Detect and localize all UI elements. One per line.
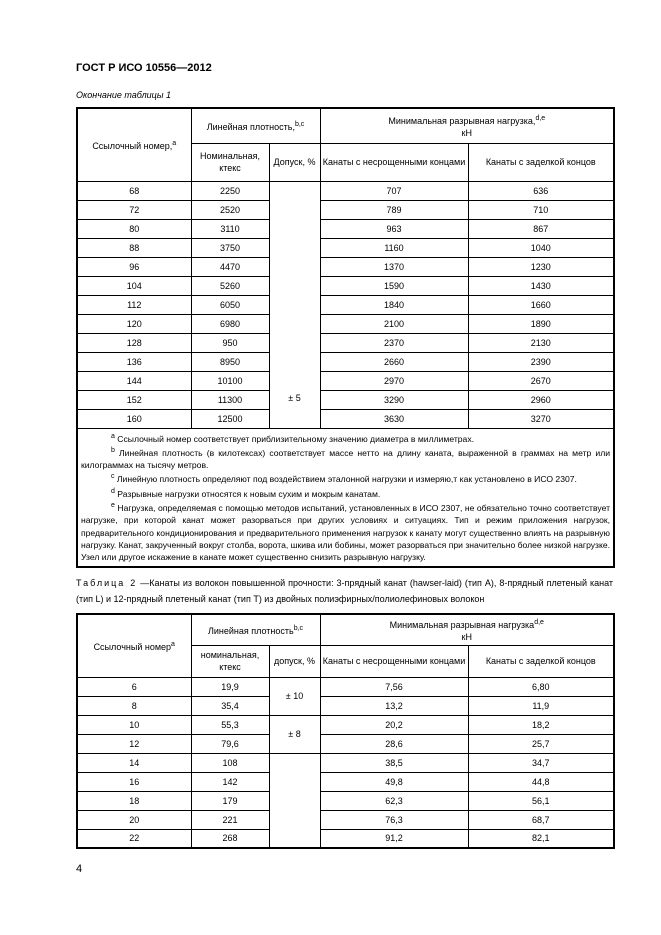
cell-spliced: 2390	[468, 352, 614, 371]
cell-spliced: 6,80	[468, 677, 614, 696]
cell-ref-number: 16	[77, 772, 191, 791]
table-row	[77, 772, 614, 791]
cell-spliced: 25,7	[468, 734, 614, 753]
cell-ref-number: 68	[77, 181, 191, 200]
header-min-load: Минимальная разрывная нагрузка,$^{d,e}$ кН	[320, 108, 614, 143]
table-2-caption: Таблица 2 —Канаты из волокон повышенной прочности: 3-прядный канат (hawser-laid) (тип A), 8-прядный плетеный канат (тип L) и 12-прядный плетеный канат (тип T) из двойных полиэфирных/полиолефиновых волокон	[76, 578, 613, 604]
cell-nominal: 221	[191, 810, 269, 829]
cell-nominal: 2520	[191, 200, 269, 219]
footnote-mark: a	[111, 432, 115, 440]
footnote-mark: c	[111, 473, 115, 481]
table-row	[77, 715, 614, 734]
cell-unspliced: 49,8	[320, 772, 468, 791]
table-continuation-label: Окончание таблицы 1	[76, 90, 171, 100]
footnote	[81, 471, 610, 485]
cell-nominal: 79,6	[191, 734, 269, 753]
table-row	[77, 314, 614, 333]
cell-ref-number: 144	[77, 371, 191, 390]
cell-unspliced: 2660	[320, 352, 468, 371]
cell-unspliced: 1160	[320, 238, 468, 257]
cell-spliced: 636	[468, 181, 614, 200]
table-row	[77, 276, 614, 295]
cell-ref-number: 20	[77, 810, 191, 829]
table-row	[77, 371, 614, 390]
cell-ref-number: 18	[77, 791, 191, 810]
cell-spliced: 34,7	[468, 753, 614, 772]
footnote-mark: d	[111, 487, 115, 495]
cell-nominal: 2250	[191, 181, 269, 200]
cell-spliced: 2670	[468, 371, 614, 390]
cell-ref-number: 128	[77, 333, 191, 352]
footnote	[81, 445, 610, 472]
cell-unspliced: 1590	[320, 276, 468, 295]
cell-unspliced: 28,6	[320, 734, 468, 753]
cell-spliced: 1230	[468, 257, 614, 276]
cell-tolerance	[269, 181, 320, 428]
cell-nominal: 142	[191, 772, 269, 791]
footnote-text: Ссылочный номер соответствует приблизительному значению диаметра в миллиметрах.	[117, 433, 475, 444]
tolerance-value: ± 10	[285, 691, 304, 701]
header-ref-number: Ссылочный номер,$^a$	[77, 108, 191, 181]
header-unspliced: Канаты с несрощенными концами	[320, 645, 468, 677]
cell-spliced: 68,7	[468, 810, 614, 829]
cell-spliced: 1660	[468, 295, 614, 314]
cell-ref-number: 22	[77, 829, 191, 848]
cell-spliced: 867	[468, 219, 614, 238]
cell-ref-number: 104	[77, 276, 191, 295]
table-row	[77, 696, 614, 715]
cell-unspliced: 13,2	[320, 696, 468, 715]
cell-spliced: 82,1	[468, 829, 614, 848]
cell-nominal: 179	[191, 791, 269, 810]
cell-ref-number: 112	[77, 295, 191, 314]
cell-unspliced: 3630	[320, 409, 468, 428]
cell-unspliced: 62,3	[320, 791, 468, 810]
cell-nominal: 8950	[191, 352, 269, 371]
cell-ref-number: 136	[77, 352, 191, 371]
cell-spliced: 2960	[468, 390, 614, 409]
cell-unspliced: 2370	[320, 333, 468, 352]
footnote-text: Линейная плотность (в килотексах) соответствует массе нетто на длину каната, выраженной в граммах на метр или килограммах на тысячу метров.	[81, 447, 611, 471]
cell-unspliced: 963	[320, 219, 468, 238]
table-row	[77, 295, 614, 314]
cell-ref-number: 96	[77, 257, 191, 276]
footnotes	[77, 428, 614, 567]
header-tolerance: допуск, %	[269, 645, 320, 677]
header-linear-density: Линейная плотность$^{b,c}$	[191, 614, 320, 645]
cell-ref-number: 152	[77, 390, 191, 409]
cell-spliced: 56,1	[468, 791, 614, 810]
cell-spliced: 1430	[468, 276, 614, 295]
cell-spliced: 710	[468, 200, 614, 219]
cell-ref-number: 88	[77, 238, 191, 257]
cell-tolerance	[269, 677, 320, 715]
table-row	[77, 677, 614, 696]
cell-nominal: 19,9	[191, 677, 269, 696]
header-min-load: Минимальная разрывная нагрузка$^{d,e}$ кН	[320, 614, 614, 645]
cell-spliced: 44,8	[468, 772, 614, 791]
cell-unspliced: 1370	[320, 257, 468, 276]
cell-nominal: 268	[191, 829, 269, 848]
table-row	[77, 409, 614, 428]
cell-unspliced: 2100	[320, 314, 468, 333]
cell-unspliced: 76,3	[320, 810, 468, 829]
cell-nominal: 10100	[191, 371, 269, 390]
cell-spliced: 1890	[468, 314, 614, 333]
footnote-text: Линейную плотность определяют под воздействием эталонной нагрузки и измеряю,т как установлено в ИСО 2307.	[116, 474, 577, 485]
cell-spliced: 18,2	[468, 715, 614, 734]
document-header: ГОСТ Р ИСО 10556—2012	[76, 62, 212, 74]
table-2	[76, 613, 615, 849]
cell-unspliced: 38,5	[320, 753, 468, 772]
table-row	[77, 219, 614, 238]
cell-spliced: 2130	[468, 333, 614, 352]
cell-ref-number: 14	[77, 753, 191, 772]
cell-ref-number: 80	[77, 219, 191, 238]
cell-unspliced: 2970	[320, 371, 468, 390]
table-row	[77, 257, 614, 276]
cell-spliced: 11,9	[468, 696, 614, 715]
cell-nominal: 55,3	[191, 715, 269, 734]
cell-nominal: 11300	[191, 390, 269, 409]
table-1	[76, 107, 615, 568]
header-spliced: Канаты с заделкой концов	[468, 143, 614, 181]
table-row	[77, 829, 614, 848]
cell-unspliced: 1840	[320, 295, 468, 314]
header-linear-density: Линейная плотность,$^{b,c}$	[191, 108, 320, 143]
tolerance-value: ± 5	[288, 392, 301, 403]
cell-nominal: 12500	[191, 409, 269, 428]
tolerance-value: ± 8	[288, 729, 301, 739]
cell-unspliced: 707	[320, 181, 468, 200]
cell-unspliced: 3290	[320, 390, 468, 409]
header-ref-number: Ссылочный номер$^a$	[77, 614, 191, 677]
cell-tolerance	[269, 715, 320, 753]
cell-ref-number: 12	[77, 734, 191, 753]
footnote	[81, 500, 610, 564]
cell-nominal: 5260	[191, 276, 269, 295]
cell-ref-number: 160	[77, 409, 191, 428]
footnote-mark: e	[111, 501, 115, 509]
footnote-text: Нагрузка, определяемая с помощью методов испытаний, установленных в ИСО 2307, не обязательно точно соответствует нагрузке, при которой канат может разорваться при других условиях и ситуациях. Тип и режим приложения нагрузок, предварительного кондиционирования и предварительного применения нагрузок к канату могут существенно влиять на разрывную нагрузку. Канат, закрученный вокруг столба, ворота, шкива или бобины, может разорваться при значительно более низкой нагрузке. Узел или другое искажение в канате может существенно снизить разрывную нагрузку.	[81, 502, 611, 563]
header-nominal: номинальная, ктекс	[191, 645, 269, 677]
table-row	[77, 333, 614, 352]
table-row	[77, 810, 614, 829]
footnote-text: Разрывные нагрузки относятся к новым сухим и мокрым канатам.	[117, 488, 381, 499]
cell-ref-number: 72	[77, 200, 191, 219]
cell-nominal: 108	[191, 753, 269, 772]
footnote-mark: b	[111, 446, 115, 454]
cell-nominal: 3110	[191, 219, 269, 238]
cell-ref-number: 120	[77, 314, 191, 333]
cell-nominal: 3750	[191, 238, 269, 257]
cell-unspliced: 91,2	[320, 829, 468, 848]
header-tolerance: Допуск, %	[269, 143, 320, 181]
table-row	[77, 390, 614, 409]
header-spliced: Канаты с заделкой концов	[468, 645, 614, 677]
cell-ref-number: 6	[77, 677, 191, 696]
cell-spliced: 1040	[468, 238, 614, 257]
table-row	[77, 734, 614, 753]
cell-nominal: 6980	[191, 314, 269, 333]
footnote	[81, 486, 610, 500]
table-row	[77, 352, 614, 371]
cell-tolerance	[269, 753, 320, 848]
table-row	[77, 200, 614, 219]
footnote	[81, 431, 610, 445]
cell-ref-number: 8	[77, 696, 191, 715]
cell-unspliced: 20,2	[320, 715, 468, 734]
cell-nominal: 950	[191, 333, 269, 352]
header-nominal: Номинальная, ктекс	[191, 143, 269, 181]
cell-unspliced: 789	[320, 200, 468, 219]
cell-nominal: 6050	[191, 295, 269, 314]
table-row	[77, 791, 614, 810]
header-unspliced: Канаты с несрощенными концами	[320, 143, 468, 181]
page-number: 4	[76, 863, 83, 875]
table-row	[77, 753, 614, 772]
table-row	[77, 181, 614, 200]
cell-unspliced: 7,56	[320, 677, 468, 696]
cell-spliced: 3270	[468, 409, 614, 428]
cell-nominal: 4470	[191, 257, 269, 276]
table-row	[77, 238, 614, 257]
cell-nominal: 35,4	[191, 696, 269, 715]
cell-ref-number: 10	[77, 715, 191, 734]
